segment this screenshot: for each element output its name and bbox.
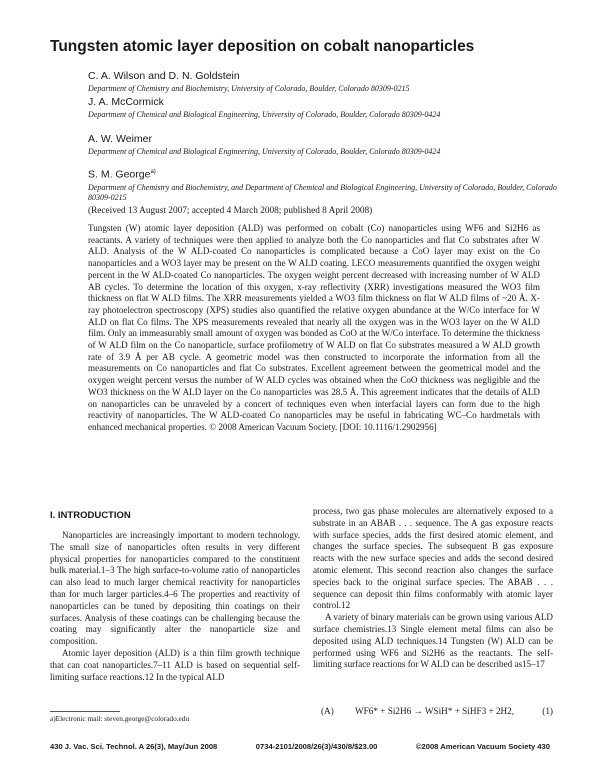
footer-journal: 430 J. Vac. Sci. Technol. A 26(3), May/Jun 2008 (50, 742, 218, 751)
left-column (50, 530, 300, 683)
author-name: C. A. Wilson and D. N. Goldstein (88, 70, 240, 82)
author-entry (88, 133, 578, 157)
received-dates: (Received 13 August 2007; accepted 4 March 2008; published 8 April 2008) (88, 206, 373, 216)
right-column (313, 506, 553, 671)
footer-copyright: ©2008 American Vacuum Society 430 (415, 742, 550, 751)
author-footnote-mark: a) (150, 169, 156, 175)
equation-body: WF6* + Si2H6 → WSiH* + SiHF3 + 2H2, (355, 706, 515, 716)
equation-number: (1) (542, 706, 553, 716)
author-name: A. W. Weimer (88, 133, 152, 145)
author-entry (88, 96, 578, 120)
page-footer (50, 742, 550, 751)
paragraph: process, two gas phase molecules are alternatively exposed to a substrate in an ABAB . . . sequence. The A gas exposure reacts with surface species, adds the first desired atomic element, and changes the surface species. The subsequent B gas exposure reacts with the new surface species and adds the second desired atomic element. This second reaction also changes the surface species back to the original surface species. The ABAB . . . sequence can deposit thin films conformably with atomic layer control.12 (313, 506, 553, 611)
author-affiliation: Department of Chemical and Biological Engineering, University of Colorado, Boulder, Colorado 80309-0424 (88, 147, 441, 156)
section-heading: I. INTRODUCTION (50, 510, 131, 521)
author-affiliation: Department of Chemistry and Biochemistry, University of Colorado, Boulder, Colorado 80309-0215 (88, 84, 410, 93)
equation-label: (A) (321, 706, 334, 716)
author-affiliation: Department of Chemistry and Biochemistry, and Department of Chemical and Biological Engineering, University of Colorado, Boulder, Colorado 80309-0215 (88, 182, 557, 202)
abstract: Tungsten (W) atomic layer deposition (ALD) was performed on cobalt (Co) nanoparticles using WF6 and Si2H6 as reactants. A variety of techniques were then applied to analyze both the Co nanoparticles and flat Co substrates after W ALD. Analysis of the W ALD-coated Co nanoparticles is complicated because a CoO layer may exist on the Co nanoparticles and a WO3 layer may be present on the W ALD coating. LECO measurements quantified the oxygen weight percent in the W ALD-coated Co nanoparticles. The oxygen weight percent decreased with increasing number of W ALD AB cycles. To determine the location of this oxygen, x-ray reflectivity (XRR) investigations measured the WO3 film thickness on flat W ALD films. The XRR measurements yielded a WO3 film thickness on flat W ALD films of ~20 Å. X-ray photoelectron spectroscopy (XPS) studies also quantified the relative oxygen abundance at the W/Co interface for W ALD on flat Co films. The XPS measurements revealed that nearly all the oxygen was in the WO3 layer on the W ALD film. Only an immeasurably small amount of oxygen was bonded as CoO at the W/Co interface. To determine the thickness of W ALD film on the Co nanoparticle, surface profilometry of W ALD on flat Co substrates measured a W ALD growth rate of 3.9 Å per AB cycle. A geometric model was then constructed to incorporate the information from all the measurements on Co nanoparticles and flat Co substrates. Excellent agreement between the geometrical model and the oxygen weight percent versus the number of W ALD cycles was obtained when the CoO thickness was negligible and the WO3 thickness on the W ALD layer on the Co nanoparticles was 28.5 Å. This agreement indicates that the details of ALD on nanoparticles can be unraveled by a concert of techniques even when interfacial layers can form due to the high reactivity of nanoparticles. The W ALD-coated Co nanoparticles may be useful in fabricating WC–Co hardmetals with enhanced mechanical properties. © 2008 American Vacuum Society. [DOI: 10.1116/1.2902956] (88, 223, 540, 432)
footnote-divider (50, 711, 120, 712)
author-name: S. M. George$^{a)}$ (88, 168, 156, 181)
author-affiliation: Department of Chemical and Biological Engineering, University of Colorado, Boulder, Colorado 80309-0424 (88, 110, 441, 119)
author-name: J. A. McCormick (88, 96, 164, 108)
paragraph: Atomic layer deposition (ALD) is a thin film growth technique that can coat nanoparticles.7–11 ALD is based on sequential self-limiting surface reactions.12 In the typical ALD (50, 647, 300, 682)
paragraph: A variety of binary materials can be grown using various ALD surface chemistries.13 Single element metal films can also be deposited using ALD techniques.14 Tungsten (W) ALD can be performed using WF6 and Si2H6 as the reactants. The self-limiting surface reactions for W ALD can be described as15–17 (313, 612, 553, 670)
footnote: a)Electronic mail: steven.george@colorado.edu (50, 714, 190, 723)
paragraph: Nanoparticles are increasingly important to modern technology. The small size of nanoparticles often results in very different physical properties for nanoparticles compared to the constituent bulk material.1–3 The high surface-to-volume ratio of nanoparticles can also lead to much larger chemical reactivity for nanoparticles than for much larger particles.4–6 The properties and reactivity of nanoparticles can be tuned by depositing thin coatings on their surfaces. Analysis of these coatings can be challenging because the coating may significantly alter the nanoparticle size and composition. (50, 530, 300, 647)
footer-code: 0734-2101/2008/26(3)/430/8/$23.00 (255, 742, 378, 751)
author-entry (88, 70, 578, 94)
paper-title: Tungsten atomic layer deposition on cobalt nanoparticles (50, 38, 475, 55)
author-entry (88, 166, 578, 203)
